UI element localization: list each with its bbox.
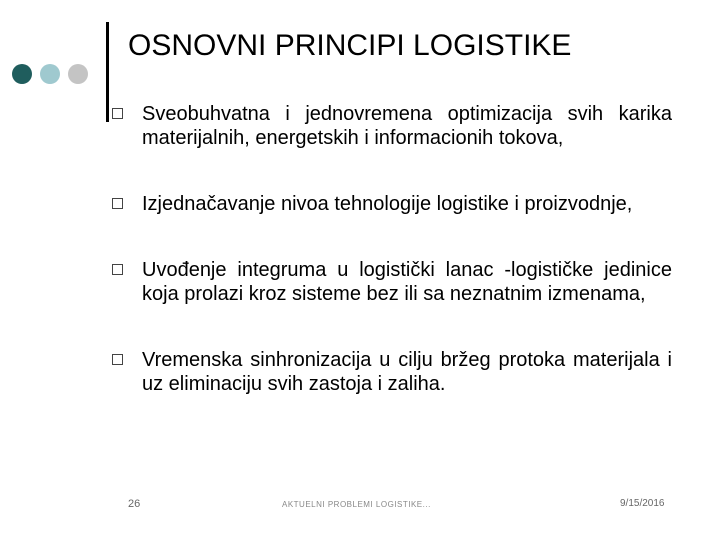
footer-date: 9/15/2016	[620, 498, 665, 509]
footer-text: AKTUELNI PROBLEMI LOGISTIKE...	[282, 500, 431, 509]
gray-dot-icon	[68, 64, 88, 84]
checkbox-square-icon	[112, 108, 123, 119]
checkbox-square-icon	[112, 354, 123, 365]
checkbox-square-icon	[112, 264, 123, 275]
slide-title: OSNOVNI PRINCIPI LOGISTIKE	[128, 29, 572, 62]
bullet-text: Sveobuhvatna i jednovremena optimizacija svih karika materijalnih, energetskih i informacionih tokova,	[142, 103, 672, 149]
light-teal-dot-icon	[40, 64, 60, 84]
title-divider-line	[106, 22, 109, 122]
bullet-list	[112, 100, 672, 396]
dark-teal-dot-icon	[12, 64, 32, 84]
bullet-text: Vremenska sinhronizacija u cilju bržeg protoka materijala i uz eliminaciju svih zastoja i zaliha.	[142, 349, 672, 395]
checkbox-square-icon	[112, 198, 123, 209]
bullet-item	[112, 192, 672, 216]
bullet-item	[112, 348, 672, 396]
bullet-text: Uvođenje integruma u logistički lanac -logističke jedinice koja prolazi kroz sisteme bez ili sa neznatnim izmenama,	[142, 259, 672, 305]
bullet-text: Izjednačavanje nivoa tehnologije logistike i proizvodnje,	[142, 193, 633, 215]
page-number: 26	[128, 498, 141, 510]
bullet-item	[112, 258, 672, 306]
bullet-item	[112, 102, 672, 150]
